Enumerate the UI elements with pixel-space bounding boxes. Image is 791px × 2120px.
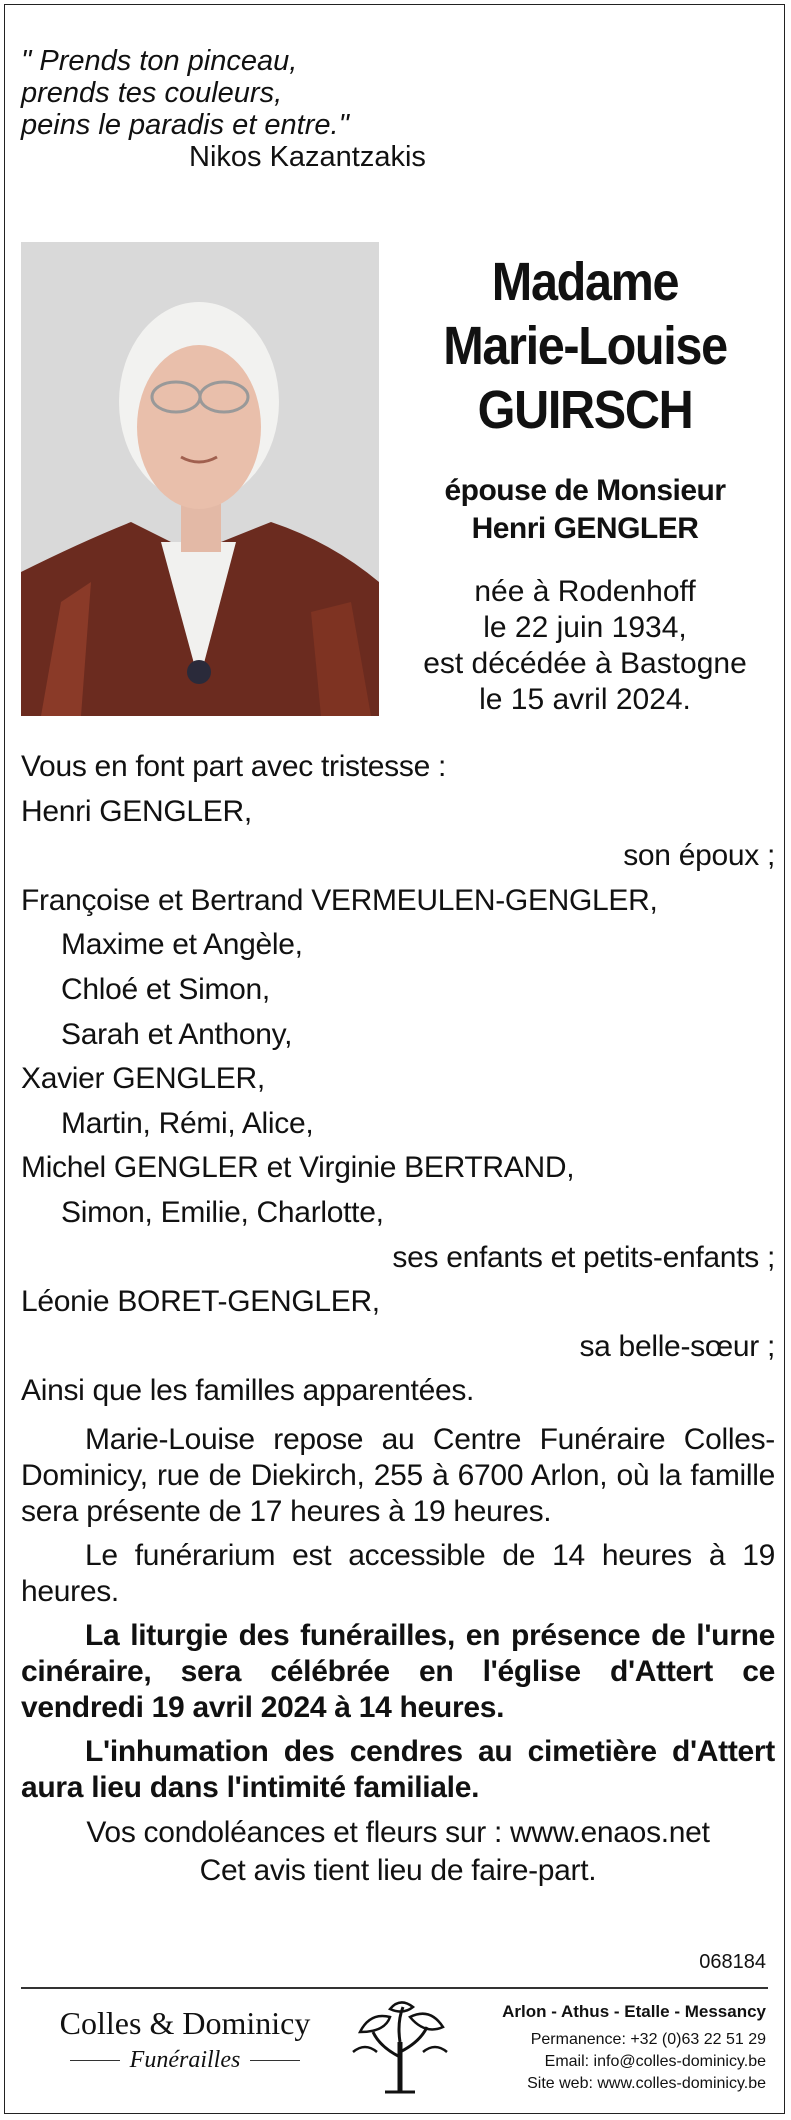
relation-label: sa belle-sœur ; [579, 1329, 775, 1363]
family-line: Françoise et Bertrand VERMEULEN-GENGLER, [21, 883, 658, 917]
family-line: Ainsi que les familles apparentées. [21, 1374, 475, 1408]
family-intro: Vous en font part avec tristesse : [21, 750, 447, 783]
death-place: est décédée à Bastogne [423, 647, 747, 680]
portrait-illustration [21, 242, 379, 716]
phone-number: Permanence: +32 (0)63 22 51 29 [530, 2031, 766, 2048]
obituary-notice [4, 4, 785, 2114]
burial-details: L'inhumation des cendres au cimetière d'Attert aura lieu dans l'intimité familiale. [21, 1734, 775, 1804]
liturgy-details: La liturgie des funérailles, en présence de l'urne cinéraire, sera célébrée en l'église d'Attert ce vendredi 19 avril 2024 à 14 heures. [21, 1618, 775, 1724]
family-subline: Maxime et Angèle, [61, 928, 303, 962]
family-announcement [21, 745, 775, 1890]
family-line: Michel GENGLER et Virginie BERTRAND, [21, 1151, 575, 1185]
quote-line: " Prends ton pinceau, [21, 45, 298, 77]
spouse-info [395, 472, 775, 548]
relation-label: son époux ; [623, 839, 775, 873]
quote-author: Nikos Kazantzakis [189, 141, 426, 173]
quote-line: prends tes couleurs, [21, 77, 283, 109]
viewing-details: Marie-Louise repose au Centre Funéraire Colles-Dominicy, rue de Diekirch, 255 à 6700 Arlon, où la famille sera présente de 17 heures à 19 heures. [21, 1422, 775, 1528]
funeral-home-contact [502, 2001, 766, 2095]
reference-number: 068184 [699, 1951, 766, 1973]
spouse-line: épouse de Monsieur [444, 474, 726, 507]
family-subline: Chloé et Simon, [61, 972, 270, 1006]
family-line: Léonie BORET-GENGLER, [21, 1285, 380, 1319]
brand-name: Colles & Dominicy [59, 2005, 311, 2041]
condolences-link[interactable]: Vos condoléances et fleurs sur : www.enaos.net [86, 1815, 710, 1849]
spouse-name: Henri GENGLER [471, 512, 699, 545]
family-line: Henri GENGLER, [21, 794, 252, 828]
funeral-home-logo [45, 2003, 325, 2074]
birth-date: le 22 juin 1934, [483, 611, 687, 644]
footer-divider [21, 1987, 768, 1989]
branch-locations: Arlon - Athus - Etalle - Messancy [502, 2002, 766, 2021]
ornament-line [70, 2060, 120, 2061]
portrait-photo [21, 242, 379, 716]
deceased-title: Madame [491, 252, 679, 312]
email-address[interactable]: Email: info@colles-dominicy.be [544, 2053, 766, 2070]
brand-subtitle: Funérailles [129, 2047, 241, 2073]
relation-label: ses enfants et petits-enfants ; [392, 1240, 775, 1274]
deceased-identity [395, 250, 775, 718]
deceased-last-name: GUIRSCH [477, 380, 693, 440]
website-address[interactable]: Site web: www.colles-dominicy.be [527, 2075, 766, 2092]
family-subline: Sarah et Anthony, [61, 1017, 293, 1051]
funerarium-hours: Le funérarium est accessible de 14 heures à 19 heures. [21, 1538, 775, 1608]
family-subline: Simon, Emilie, Charlotte, [61, 1195, 384, 1229]
family-subline: Martin, Rémi, Alice, [61, 1106, 314, 1140]
notice-statement: Cet avis tient lieu de faire-part. [199, 1853, 597, 1887]
death-date: le 15 avril 2024. [479, 683, 691, 716]
epigraph-quote [21, 45, 426, 173]
birth-place: née à Rodenhoff [474, 575, 696, 608]
deceased-first-name: Marie-Louise [443, 316, 727, 376]
ornament-line [250, 2060, 300, 2061]
tree-icon [345, 1997, 455, 2097]
birth-death-info [395, 574, 775, 718]
family-line: Xavier GENGLER, [21, 1062, 265, 1096]
quote-line: peins le paradis et entre." [21, 109, 349, 141]
